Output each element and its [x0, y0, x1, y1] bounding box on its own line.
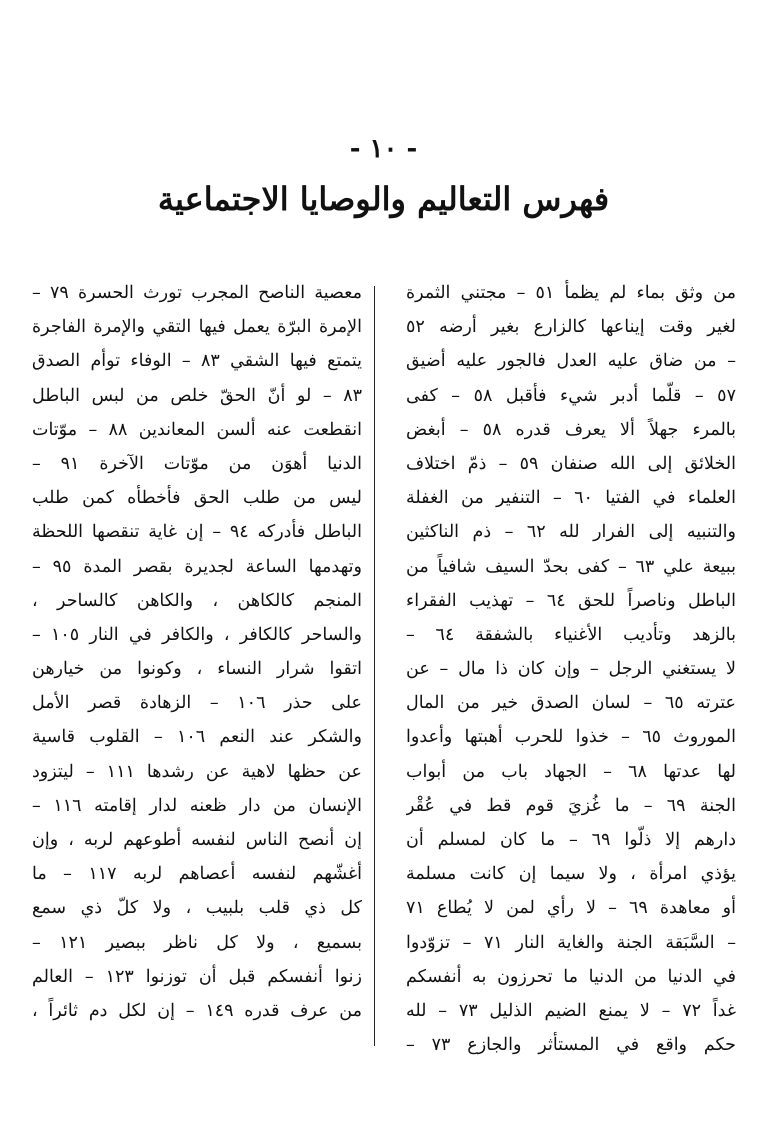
- left-column: [32, 276, 362, 1028]
- text-line: ٥٧ – قلّما أدبر شيء فأقبل ٥٨ – كفى: [406, 385, 736, 406]
- text-line: المنجم كالكاهن ، والكاهن كالساحر ،: [32, 590, 362, 611]
- text-line: والساحر كالكافر ، والكافر في النار ١٠٥ –: [32, 624, 362, 645]
- text-line: لا يستغني الرجل – وإن كان ذا مال – عن: [406, 659, 736, 680]
- text-line: الخلائق إلى الله صنفان ٥٩ – ذمّ اختلاف: [406, 453, 736, 474]
- text-line: ٨٣ – لو أنّ الحقّ خلص من لبس الباطل: [32, 385, 362, 406]
- text-columns: [32, 276, 736, 1056]
- text-line: ببيعة علي ٦٣ – كفى بحدّ السيف شافياً من: [406, 556, 736, 577]
- text-line: في الدنيا من الدنيا ما تحرزون به أنفسكم: [406, 966, 736, 987]
- text-line: العلماء في الفتيا ٦٠ – التنفير من الغفلة: [406, 488, 736, 509]
- text-line: الإمرة البرّة يعمل فيها التقي والإمرة الفاجرة: [32, 317, 362, 338]
- text-line: لغير وقت إيناعها كالزارع بغير أرضه ٥٢: [406, 317, 736, 338]
- text-line: عن حظها لاهية عن رشدها ١١١ – ليتزود: [32, 761, 362, 782]
- text-line: أو معاهدة ٦٩ – لا رأي لمن لا يُطاع ٧١: [406, 898, 736, 919]
- text-line: الموروث ٦٥ – خذوا للحرب أهبتها وأعدوا: [406, 727, 736, 748]
- text-line: غداً ٧٢ – لا يمنع الضيم الذليل ٧٣ – لله: [406, 1000, 736, 1021]
- text-line: – السَّبَقة الجنة والغاية النار ٧١ – تزوّدوا: [406, 932, 736, 953]
- column-divider: [374, 286, 375, 1046]
- text-line: دارهم إلا ذلّوا ٦٩ – ما كان لمسلم أن: [406, 830, 736, 850]
- text-line: بالزهد وتأديب الأغنياء بالشفقة ٦٤ –: [406, 624, 736, 645]
- text-line: الجنة ٦٩ – ما غُزيَ قوم قط في عُقْر: [406, 795, 736, 816]
- text-line: عترته ٦٥ – لسان الصدق خير من المال: [406, 693, 736, 714]
- text-line: أغشّهم لنفسه أعصاهم لربه ١١٧ – ما: [32, 864, 362, 885]
- text-line: حكم واقع في المستأثر والجازع ٧٣ –: [406, 1035, 736, 1056]
- text-line: ليس من طلب الحق فأخطأه كمن طلب: [32, 488, 362, 509]
- text-line: اتقوا شرار النساء ، وكونوا من خيارهن: [32, 659, 362, 680]
- text-line: بسميع ، ولا كل ناظر ببصير ١٢١ –: [32, 932, 362, 953]
- text-line: الباطل وناصراً للحق ٦٤ – تهذيب الفقراء: [406, 590, 736, 611]
- text-line: والشكر عند النعم ١٠٦ – القلوب قاسية: [32, 727, 362, 748]
- text-line: الدنيا أهوَن من موّتات الآخرة ٩١ –: [32, 453, 362, 474]
- text-line: من عرف قدره ١٤٩ – إن لكل دم ثائراً ،: [32, 1000, 362, 1021]
- text-line: معصية الناصح المجرب تورث الحسرة ٧٩ –: [32, 283, 362, 303]
- text-line: يتمتع فيها الشقي ٨٣ – الوفاء توأم الصدق: [32, 351, 362, 372]
- text-line: يؤذي امرأة ، ولا سيما إن كانت مسلمة: [406, 864, 736, 885]
- text-line: والتنبيه إلى الفرار لله ٦٢ – ذم الناكثين: [406, 522, 736, 543]
- text-line: على حذر ١٠٦ – الزهادة قصر الأمل: [32, 693, 362, 714]
- text-line: الإنسان من دار ظعنه لدار إقامته ١١٦ –: [32, 795, 362, 816]
- page-number: - ١٠ -: [349, 134, 418, 164]
- text-line: إن أنصح الناس لنفسه أطوعهم لربه ، وإن: [32, 830, 362, 850]
- text-line: لها عدتها ٦٨ – الجهاد باب من أبواب: [406, 761, 736, 782]
- right-column: [406, 276, 736, 1062]
- text-line: كل ذي قلب بلبيب ، ولا كلّ ذي سمع: [32, 898, 362, 919]
- text-line: انقطعت عنه ألسن المعاندين ٨٨ – موّتات: [32, 419, 362, 440]
- text-line: – من ضاق عليه العدل فالجور عليه أضيق: [406, 351, 736, 372]
- text-line: وتهدمها الساعة لجديرة بقصر المدة ٩٥ –: [32, 556, 362, 577]
- text-line: بالمرء جهلاً ألا يعرف قدره ٥٨ – أبغض: [406, 419, 736, 440]
- text-line: من وثق بماء لم يظمأ ٥١ – مجتني الثمرة: [406, 283, 736, 303]
- text-line: الباطل فأدركه ٩٤ – إن غاية تنقصها اللحظة: [32, 522, 362, 543]
- text-line: زنوا أنفسكم قبل أن توزنوا ١٢٣ – العالم: [32, 966, 362, 987]
- page-title: فهرس التعاليم والوصايا الاجتماعية: [157, 180, 610, 218]
